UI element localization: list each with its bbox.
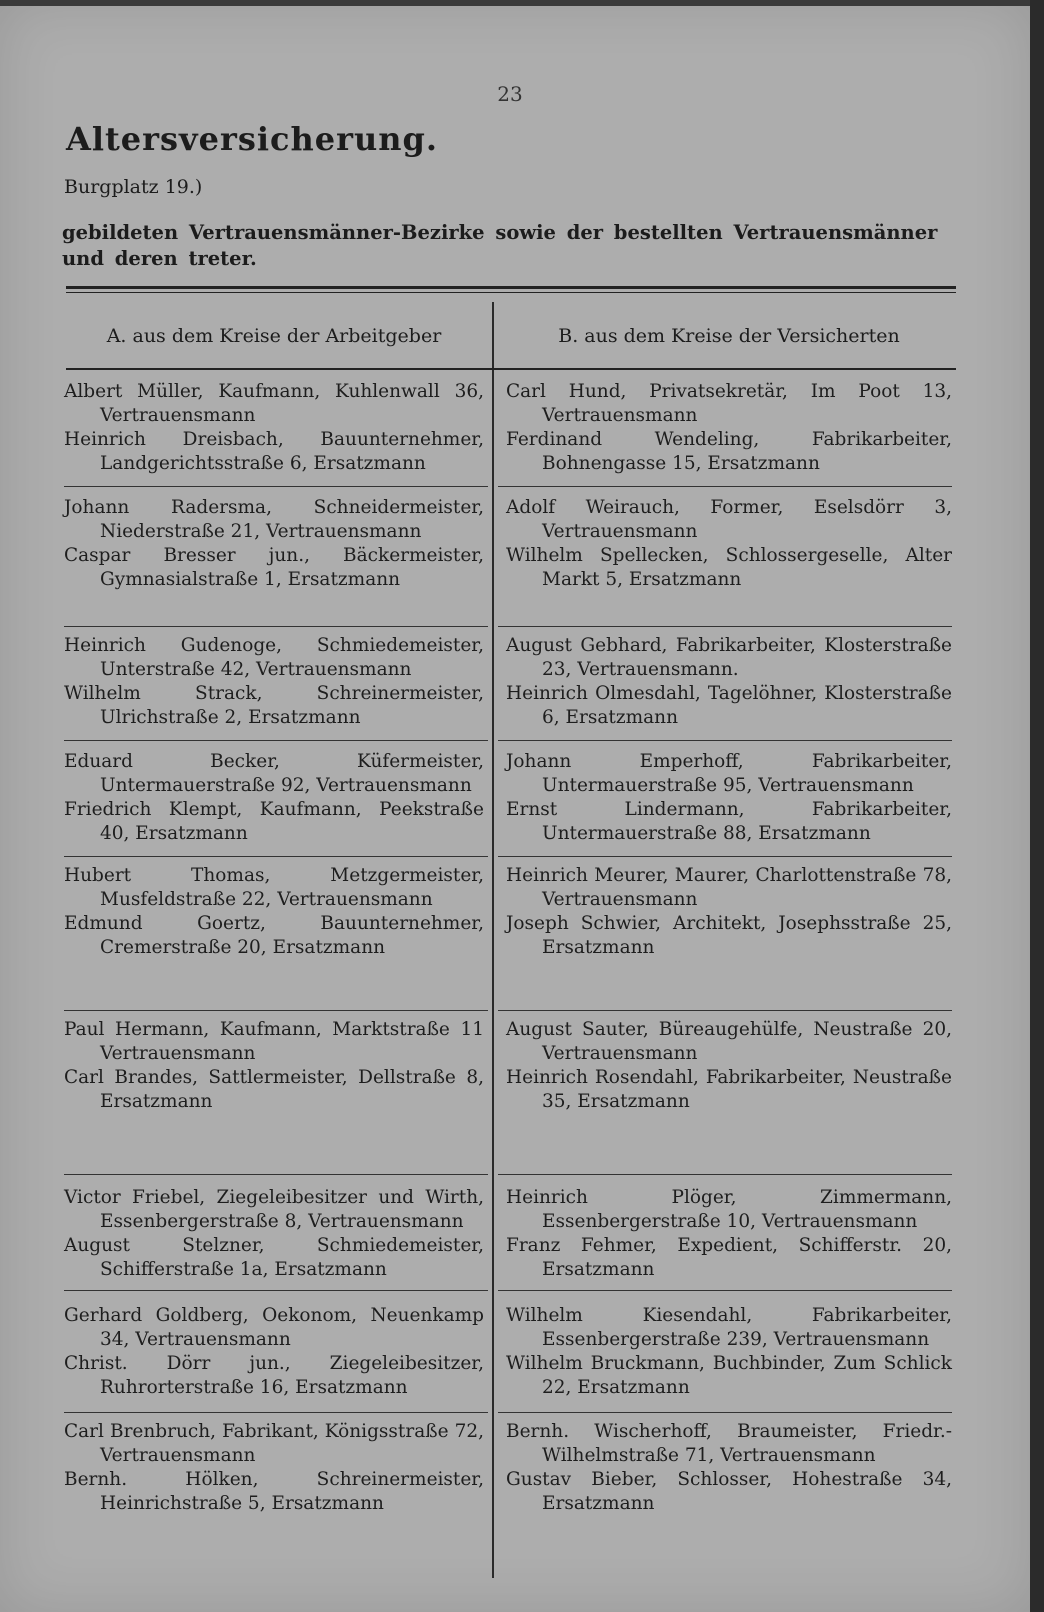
row-separator-right	[498, 1174, 952, 1175]
entry-substitute: Heinrich Rosendahl, Fabrikarbeiter, Neustraße 35, Ersatzmann	[506, 1067, 952, 1112]
row-separator-right	[498, 1412, 952, 1413]
row-separator-right	[498, 626, 952, 627]
row-separator-left	[64, 1010, 488, 1011]
row-separator-right	[498, 486, 952, 487]
row-7-right	[506, 1186, 952, 1282]
row-separator-left	[64, 486, 488, 487]
row-separator-left	[64, 1412, 488, 1413]
entry-substitute: Heinrich Dreisbach, Bauunternehmer, Landgerichtsstraße 6, Ersatzmann	[64, 429, 484, 474]
entry-trustee: Paul Hermann, Kaufmann, Marktstraße 11 Vertrauensmann	[64, 1019, 484, 1064]
entry-trustee: Victor Friebel, Ziegeleibesitzer und Wirth, Essenbergerstraße 8, Vertrauensmann	[64, 1187, 484, 1232]
entry-trustee: Heinrich Plöger, Zimmermann, Essenbergerstraße 10, Vertrauensmann	[506, 1187, 952, 1232]
entry-substitute: Friedrich Klempt, Kaufmann, Peekstraße 40, Ersatzmann	[64, 799, 484, 844]
entry-substitute: Ernst Lindermann, Fabrikarbeiter, Untermauerstraße 88, Ersatzmann	[506, 799, 952, 844]
row-5-right	[506, 864, 952, 960]
entry-trustee: Bernh. Wischerhoff, Braumeister, Friedr.-Wilhelmstraße 71, Vertrauensmann	[506, 1421, 952, 1466]
entry-substitute: Gustav Bieber, Schlosser, Hohestraße 34, Ersatzmann	[506, 1469, 952, 1514]
entry-substitute: Christ. Dörr jun., Ziegeleibesitzer, Ruhrorterstraße 16, Ersatzmann	[64, 1353, 484, 1398]
scan-top-edge	[0, 0, 1030, 6]
entry-trustee: Gerhard Goldberg, Oekonom, Neuenkamp 34, Vertrauensmann	[64, 1305, 484, 1350]
row-8-right	[506, 1304, 952, 1400]
row-1-left	[64, 380, 484, 476]
row-7-left	[64, 1186, 484, 1282]
entry-trustee: Adolf Weirauch, Former, Eselsdörr 3, Vertrauensmann	[506, 497, 952, 542]
row-3-right	[506, 634, 952, 730]
row-2-left	[64, 496, 484, 592]
entry-trustee: Carl Hund, Privatsekretär, Im Poot 13, Vertrauensmann	[506, 381, 952, 426]
entry-substitute: Bernh. Hölken, Schreinermeister, Heinrichstraße 5, Ersatzmann	[64, 1469, 484, 1514]
entry-substitute: Edmund Goertz, Bauunternehmer, Cremerstraße 20, Ersatzmann	[64, 913, 484, 958]
entry-substitute: Caspar Bresser jun., Bäckermeister, Gymnasialstraße 1, Ersatzmann	[64, 545, 484, 590]
entry-trustee: Eduard Becker, Küfermeister, Untermauerstraße 92, Vertrauensmann	[64, 751, 484, 796]
entry-substitute: Wilhelm Bruckmann, Buchbinder, Zum Schlick 22, Ersatzmann	[506, 1353, 952, 1398]
row-6-right	[506, 1018, 952, 1114]
row-1-right	[506, 380, 952, 476]
row-separator-left	[64, 1290, 488, 1291]
row-separator-right	[498, 1290, 952, 1291]
entry-substitute: Wilhelm Strack, Schreinermeister, Ulrichstraße 2, Ersatzmann	[64, 683, 484, 728]
entry-trustee: Carl Brenbruch, Fabrikant, Königsstraße 72, Vertrauensmann	[64, 1421, 484, 1466]
entry-substitute: Ferdinand Wendeling, Fabrikarbeiter, Bohnengasse 15, Ersatzmann	[506, 429, 952, 474]
row-4-left	[64, 750, 484, 846]
row-3-left	[64, 634, 484, 730]
row-6-left	[64, 1018, 484, 1114]
entry-trustee: Johann Emperhoff, Fabrikarbeiter, Untermauerstraße 95, Vertrauensmann	[506, 751, 952, 796]
entry-substitute: Carl Brandes, Sattlermeister, Dellstraße 8, Ersatzmann	[64, 1067, 484, 1112]
entry-substitute: Heinrich Olmesdahl, Tagelöhner, Klosterstraße 6, Ersatzmann	[506, 683, 952, 728]
row-separator-right	[498, 856, 952, 857]
entry-trustee: August Gebhard, Fabrikarbeiter, Klosterstraße 23, Vertrauensmann.	[506, 635, 952, 680]
entry-trustee: Albert Müller, Kaufmann, Kuhlenwall 36, Vertrauensmann	[64, 381, 484, 426]
row-separator-right	[498, 740, 952, 741]
page-subtitle: Burgplatz 19.)	[64, 176, 203, 198]
row-8-left	[64, 1304, 484, 1400]
row-2-right	[506, 496, 952, 592]
entry-trustee: Johann Radersma, Schneidermeister, Niederstraße 21, Vertrauensmann	[64, 497, 484, 542]
row-separator-left	[64, 626, 488, 627]
row-separator-left	[64, 740, 488, 741]
header-rule-top	[66, 286, 956, 289]
row-separator-right	[498, 1010, 952, 1011]
row-9-left	[64, 1420, 484, 1516]
header-rule-bottom	[66, 292, 956, 293]
row-separator-left	[64, 1174, 488, 1175]
row-5-left	[64, 864, 484, 960]
section-heading: gebildeten Vertrauensmänner-Bezirke sowie der bestellten Vertrauensmänner und deren treter.	[62, 221, 938, 270]
entry-trustee: Wilhelm Kiesendahl, Fabrikarbeiter, Essenbergerstraße 239, Vertrauensmann	[506, 1305, 952, 1350]
table-header-rule	[66, 368, 956, 370]
entry-substitute: August Stelzner, Schmiedemeister, Schifferstraße 1a, Ersatzmann	[64, 1235, 484, 1280]
row-4-right	[506, 750, 952, 846]
entry-trustee: Heinrich Meurer, Maurer, Charlottenstraße 78, Vertrauensmann	[506, 865, 952, 910]
entry-trustee: August Sauter, Büreaugehülfe, Neustraße 20, Vertrauensmann	[506, 1019, 952, 1064]
entry-trustee: Heinrich Gudenoge, Schmiedemeister, Unterstraße 42, Vertrauensmann	[64, 635, 484, 680]
column-divider	[492, 302, 494, 1578]
entry-substitute: Wilhelm Spellecken, Schlossergeselle, Alter Markt 5, Ersatzmann	[506, 545, 952, 590]
entry-trustee: Hubert Thomas, Metzgermeister, Musfeldstraße 22, Vertrauensmann	[64, 865, 484, 910]
page-title: Altersversicherung.	[66, 120, 438, 158]
entry-substitute: Franz Fehmer, Expedient, Schifferstr. 20, Ersatzmann	[506, 1235, 952, 1280]
entry-substitute: Joseph Schwier, Architekt, Josephsstraße 25, Ersatzmann	[506, 913, 952, 958]
page-number: 23	[497, 82, 523, 106]
row-9-right	[506, 1420, 952, 1516]
column-header-employers: A. aus dem Kreise der Arbeitgeber	[106, 325, 442, 347]
row-separator-left	[64, 856, 488, 857]
column-header-insured: B. aus dem Kreise der Versicherten	[558, 325, 900, 347]
